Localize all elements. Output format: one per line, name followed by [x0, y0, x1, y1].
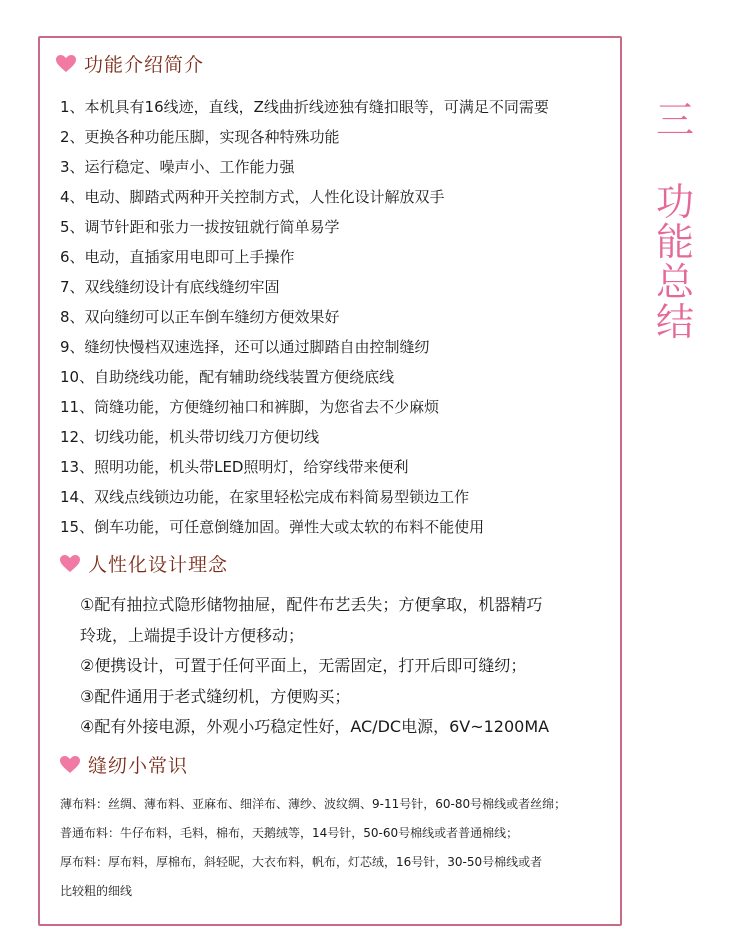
feature-item	[60, 482, 620, 512]
concept-list	[80, 590, 620, 743]
feature-text: 倒车功能，可任意倒缝加固。弹性大或太软的布料不能使用	[94, 518, 485, 536]
side-title-number: 三	[655, 98, 694, 142]
feature-item	[60, 272, 620, 302]
features-list	[60, 92, 620, 542]
feature-text: 自助绕线功能，配有辅助绕线装置方便绕底线	[94, 368, 395, 386]
feature-item	[60, 362, 620, 392]
concept-line: ④配有外接电源，外观小巧稳定性好，AC/DC电源，6V~1200MA	[80, 717, 550, 736]
content-panel	[38, 36, 622, 926]
side-title-char: 功	[655, 180, 694, 224]
feature-number: 12、	[60, 428, 95, 446]
side-title-char: 总	[655, 260, 694, 304]
feature-number: 1、	[60, 98, 85, 116]
feature-number: 4、	[60, 188, 85, 206]
feature-item	[60, 152, 620, 182]
feature-text: 双线点线锁边功能，在家里轻松完成布料简易型锁边工作	[94, 488, 470, 506]
tips-header	[60, 751, 188, 778]
concept-line: ③配件通用于老式缝纫机，方便购买；	[80, 686, 351, 706]
feature-item	[60, 92, 620, 122]
concept-title: 人性化设计理念	[88, 554, 229, 576]
feature-text: 缝纫快慢档双速选择，还可以通过脚踏自由控制缝纫	[84, 338, 430, 356]
tip-line: 比较粗的细线	[60, 884, 133, 898]
feature-number: 14、	[60, 488, 95, 506]
feature-text: 本机具有16线迹，直线，Z线曲折线迹独有缝扣眼等，可满足不同需要	[84, 98, 549, 116]
side-title-char: 结	[655, 300, 694, 344]
heart-icon	[60, 555, 80, 573]
feature-item	[60, 392, 620, 422]
feature-item	[60, 512, 620, 542]
feature-item	[60, 422, 620, 452]
concept-line: ②便携设计，可置于任何平面上，无需固定，打开后即可缝纫；	[80, 656, 527, 675]
feature-number: 8、	[60, 308, 85, 326]
feature-item	[60, 302, 620, 332]
feature-text: 调节针距和张力一拔按钮就行简单易学	[84, 218, 340, 236]
tip-line: 普通布料：牛仔布料，毛料，棉布，天鹅绒等，14号针，50-60号棉线或者普通棉线；	[60, 826, 519, 840]
features-title: 功能介绍简介	[84, 54, 205, 76]
feature-text: 切线功能，机头带切线刀方便切线	[94, 428, 320, 446]
feature-item	[60, 452, 620, 482]
feature-text: 电动、脚踏式两种开关控制方式，人性化设计解放双手	[84, 188, 445, 206]
feature-item	[60, 332, 620, 362]
feature-text: 运行稳定、噪声小、工作能力强	[84, 158, 295, 176]
feature-number: 11、	[60, 398, 95, 416]
tip-line: 薄布料：丝绸、薄布料、亚麻布、细洋布、薄纱、波纹绸、9-11号针，60-80号棉线或者丝绵；	[60, 797, 567, 811]
feature-text: 更换各种功能压脚，实现各种特殊功能	[84, 128, 340, 146]
feature-number: 7、	[60, 278, 85, 296]
side-title-char: 能	[655, 220, 694, 264]
heart-icon	[60, 756, 80, 774]
tip-line: 厚布料：厚布料，厚棉布，斜轻昵，大衣布料，帆布，灯芯绒，16号针，30-50号棉线或者	[60, 855, 543, 869]
tips-list	[60, 790, 620, 906]
tips-title: 缝纫小常识	[88, 755, 189, 777]
feature-item	[60, 242, 620, 272]
feature-item	[60, 122, 620, 152]
feature-text: 双线缝纫设计有底线缝纫牢固	[84, 278, 280, 296]
side-title	[650, 100, 700, 342]
features-header	[56, 50, 204, 77]
feature-item	[60, 182, 620, 212]
feature-number: 9、	[60, 338, 85, 356]
concept-line: 玲珑，上端提手设计方便移动；	[80, 625, 305, 645]
concept-header	[60, 550, 228, 577]
heart-icon	[56, 55, 76, 73]
feature-number: 13、	[60, 458, 95, 476]
feature-text: 电动，直插家用电即可上手操作	[84, 248, 295, 266]
feature-number: 10、	[60, 368, 95, 386]
feature-number: 6、	[60, 248, 85, 266]
feature-item	[60, 212, 620, 242]
feature-number: 2、	[60, 128, 85, 146]
feature-number: 15、	[60, 518, 95, 536]
feature-text: 筒缝功能，方便缝纫袖口和裤脚，为您省去不少麻烦	[94, 398, 440, 416]
feature-text: 双向缝纫可以正车倒车缝纫方便效果好	[84, 308, 340, 326]
concept-line: ①配有抽拉式隐形储物抽屉，配件布艺丢失；方便拿取，机器精巧	[80, 595, 543, 614]
feature-text: 照明功能，机头带LED照明灯，给穿线带来便利	[94, 458, 409, 476]
feature-number: 5、	[60, 218, 85, 236]
feature-number: 3、	[60, 158, 85, 176]
